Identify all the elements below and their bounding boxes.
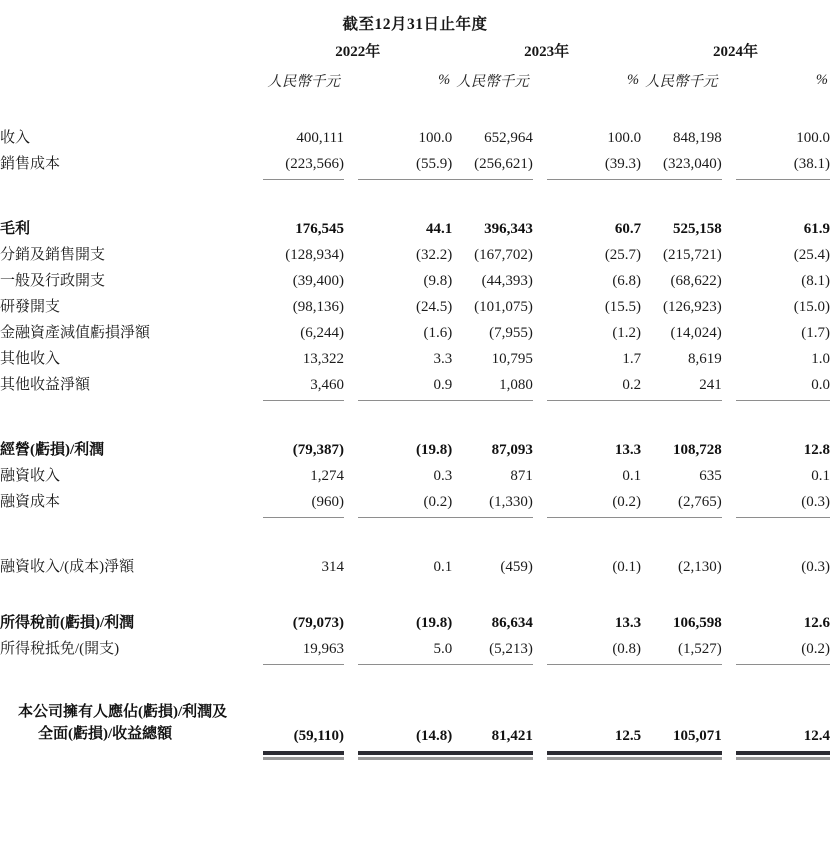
- row-value: (0.8): [612, 641, 642, 657]
- row-value: 61.9: [803, 221, 830, 237]
- row-value: (8.1): [801, 273, 830, 289]
- row-value: (98,136): [292, 299, 345, 315]
- row-label: 研發開支: [0, 299, 61, 315]
- row-value: (6.8): [612, 273, 642, 289]
- table-row: [0, 342, 830, 368]
- row-label: 融資成本: [0, 494, 61, 510]
- row-value: 3.3: [433, 351, 453, 367]
- unit-header-cny-2024: 人民幣千元: [645, 74, 718, 90]
- row-value: 108,728: [672, 442, 722, 458]
- row-value: (2,130): [677, 559, 722, 575]
- row-value: 60.7: [614, 221, 642, 237]
- row-value: 87,093: [491, 442, 533, 458]
- row-value: 400,111: [296, 130, 345, 146]
- row-value: (1.6): [423, 325, 453, 341]
- row-value: 1.7: [622, 351, 642, 367]
- table-row: [0, 212, 830, 238]
- row-value: 13.3: [614, 442, 642, 458]
- row-value: 0.1: [811, 468, 830, 484]
- row-value: 100.0: [796, 130, 830, 146]
- row-value: 871: [510, 468, 533, 484]
- row-value: 241: [699, 377, 722, 393]
- row-label: 收入: [0, 130, 31, 146]
- row-value: 13.3: [614, 615, 642, 631]
- row-value: (39.3): [604, 156, 642, 172]
- row-value: 314: [321, 559, 345, 575]
- row-value: (79,387): [292, 442, 345, 458]
- row-value: (14,024): [670, 325, 722, 341]
- table-row: [0, 459, 830, 485]
- row-value: (0.3): [801, 559, 830, 575]
- row-value: (101,075): [474, 299, 533, 315]
- row-value: (6,244): [300, 325, 345, 341]
- row-value: 8,619: [687, 351, 722, 367]
- row-value: (55.9): [415, 156, 453, 172]
- row-value: (1,330): [489, 494, 533, 510]
- row-value: (215,721): [662, 247, 722, 263]
- table-row: [0, 632, 830, 658]
- unit-header-row: [0, 70, 830, 99]
- row-value: 396,343: [484, 221, 533, 237]
- row-value: (5,213): [489, 641, 533, 657]
- row-value: 5.0: [433, 641, 453, 657]
- row-label: 經營(虧損)/利潤: [0, 442, 105, 458]
- row-value: (1.7): [801, 325, 830, 341]
- table-row: [0, 550, 830, 576]
- row-value: (14.8): [415, 728, 453, 744]
- row-label: 毛利: [0, 221, 31, 237]
- row-value: (19.8): [415, 442, 453, 458]
- row-label: 其他收益淨額: [0, 377, 91, 393]
- row-value: (38.1): [793, 156, 830, 172]
- row-value: 0.9: [433, 377, 453, 393]
- row-value: (24.5): [415, 299, 453, 315]
- grand-total-rule: [0, 745, 830, 759]
- period-title: 截至12月31日止年度: [342, 16, 488, 33]
- row-value: (0.2): [801, 641, 830, 657]
- row-value: 105,071: [672, 728, 722, 744]
- row-value: (15.5): [604, 299, 642, 315]
- year-header-row: [0, 40, 830, 70]
- row-label: 融資收入: [0, 468, 61, 484]
- row-value: 0.3: [433, 468, 453, 484]
- row-value: 19,963: [302, 641, 345, 657]
- row-value: (126,923): [662, 299, 722, 315]
- row-value: 0.1: [622, 468, 642, 484]
- row-value: (25.7): [604, 247, 642, 263]
- row-label: 銷售成本: [0, 156, 61, 172]
- row-value: (15.0): [793, 299, 830, 315]
- row-value: (79,073): [292, 615, 345, 631]
- unit-header-pct-2022: %: [438, 72, 451, 88]
- row-value: (44,393): [481, 273, 533, 289]
- row-value: 13,322: [302, 351, 345, 367]
- row-value: (0.3): [801, 494, 830, 510]
- table-row: [0, 433, 830, 459]
- row-value: 0.1: [433, 559, 453, 575]
- row-value: 86,634: [491, 615, 533, 631]
- row-value: (0.2): [423, 494, 453, 510]
- row-value: (32.2): [415, 247, 453, 263]
- subtotal-rule: [0, 394, 830, 403]
- subtotal-rule: [0, 658, 830, 667]
- row-value: 12.4: [803, 728, 830, 744]
- row-value: (2,765): [677, 494, 722, 510]
- row-value: 652,964: [484, 130, 533, 146]
- row-label: 所得稅抵免/(開支): [0, 641, 120, 657]
- row-value: (59,110): [293, 728, 345, 744]
- row-value: (128,934): [285, 247, 345, 263]
- subtotal-rule: [0, 173, 830, 182]
- row-label-total-line2: 全面(虧損)/收益總額: [38, 725, 173, 742]
- row-label: 分銷及銷售開支: [0, 247, 106, 263]
- row-value: (7,955): [489, 325, 533, 341]
- table-row: [0, 606, 830, 632]
- table-row: [0, 121, 830, 147]
- row-value: 12.8: [803, 442, 830, 458]
- row-label-total-line1: 本公司擁有人應佔(虧損)/利潤及: [18, 704, 228, 721]
- row-value: 3,460: [310, 377, 345, 393]
- row-value: 848,198: [672, 130, 722, 146]
- unit-header-pct-2024: %: [815, 72, 828, 88]
- row-value: 1.0: [811, 351, 830, 367]
- row-value: (323,040): [662, 156, 722, 172]
- subtotal-rule: [0, 511, 830, 520]
- row-value: (223,566): [285, 156, 345, 172]
- row-label: 金融資產減值虧損淨額: [0, 325, 151, 341]
- header-spacer: [0, 40, 263, 70]
- unit-header-cny-2023: 人民幣千元: [456, 74, 529, 90]
- row-label: 其他收入: [0, 351, 61, 367]
- row-value: (1.2): [612, 325, 642, 341]
- row-value: 12.5: [614, 728, 642, 744]
- table-row: [0, 485, 830, 511]
- row-value: 635: [699, 468, 722, 484]
- row-value: 1,274: [310, 468, 345, 484]
- row-label-total: [0, 697, 263, 745]
- row-label: 所得稅前(虧損)/利潤: [0, 615, 135, 631]
- row-value: 100.0: [418, 130, 453, 146]
- row-value: (0.1): [612, 559, 642, 575]
- year-header-2022: 2022年: [335, 44, 381, 60]
- row-value: (459): [500, 559, 533, 575]
- row-value: 10,795: [491, 351, 533, 367]
- row-value: 0.2: [622, 377, 642, 393]
- table-row: [0, 238, 830, 264]
- row-value: (9.8): [423, 273, 453, 289]
- year-header-2024: 2024年: [713, 44, 759, 60]
- row-value: (68,622): [670, 273, 722, 289]
- income-statement-table: [0, 40, 830, 759]
- table-row-total: [0, 697, 830, 745]
- year-header-2023: 2023年: [524, 44, 570, 60]
- row-value: 81,421: [491, 728, 533, 744]
- row-value: (19.8): [415, 615, 453, 631]
- row-value: 12.6: [803, 615, 830, 631]
- row-value: (39,400): [292, 273, 345, 289]
- unit-header-spacer: [0, 70, 263, 99]
- row-value: (256,621): [474, 156, 533, 172]
- row-value: (25.4): [793, 247, 830, 263]
- table-row: [0, 264, 830, 290]
- row-value: 106,598: [672, 615, 722, 631]
- table-row: [0, 368, 830, 394]
- row-value: (0.2): [612, 494, 642, 510]
- row-value: 0.0: [811, 377, 830, 393]
- table-row: [0, 316, 830, 342]
- row-value: (960): [311, 494, 345, 510]
- table-row: [0, 147, 830, 173]
- unit-header-pct-2023: %: [626, 72, 640, 88]
- table-row: [0, 290, 830, 316]
- row-value: 1,080: [499, 377, 533, 393]
- row-value: 44.1: [425, 221, 453, 237]
- row-value: 176,545: [295, 221, 345, 237]
- row-label: 融資收入/(成本)淨額: [0, 559, 135, 575]
- row-value: 100.0: [607, 130, 642, 146]
- unit-header-cny-2022: 人民幣千元: [267, 74, 340, 90]
- row-label: 一般及行政開支: [0, 273, 106, 289]
- row-value: (1,527): [677, 641, 722, 657]
- row-value: 525,158: [672, 221, 722, 237]
- row-value: (167,702): [474, 247, 533, 263]
